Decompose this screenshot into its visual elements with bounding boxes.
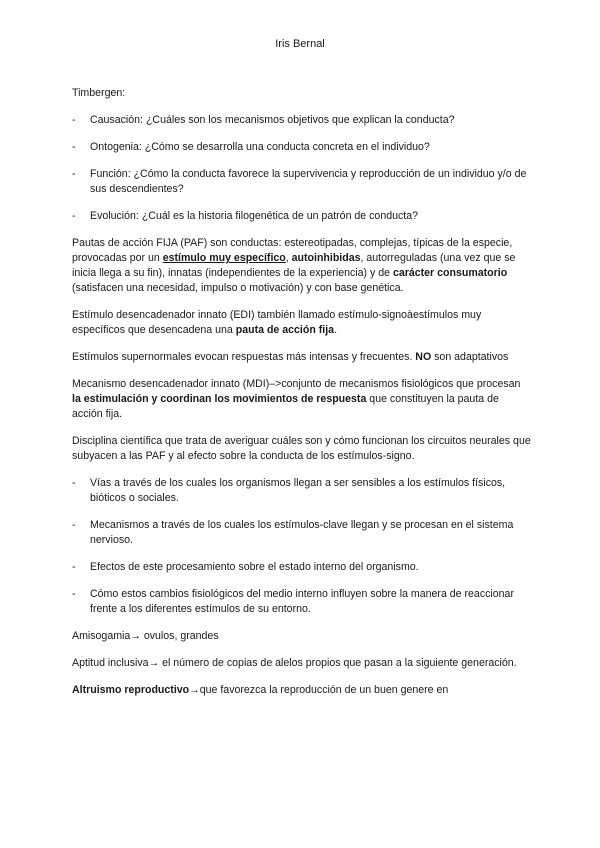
altruismo-bold: Altruismo reproductivo xyxy=(72,684,190,696)
supernormales-paragraph xyxy=(72,350,532,365)
list-item xyxy=(72,113,532,128)
list-item-text: Cómo estos cambios fisiológicos del medio interno influyen sobre la manera de reaccionar frente a los diferentes estímulos de su entorno. xyxy=(90,588,514,615)
list-item-text: Efectos de este procesamiento sobre el estado interno del organismo. xyxy=(90,561,419,573)
supernormales-text-1: Estímulos supernormales evocan respuestas más intensas y frecuentes. xyxy=(72,351,416,363)
edi-bold: pauta de acción fija xyxy=(235,324,335,336)
list-item xyxy=(72,209,532,224)
list-dash: - xyxy=(72,141,76,153)
list-item-text: Función: ¿Cómo la conducta favorece la supervivencia y reproducción de un individuo y/o de sus descendientes? xyxy=(90,168,527,195)
list-item xyxy=(72,476,532,506)
paf-paragraph xyxy=(72,236,532,296)
altruismo-text: →que favorezca la reproducción de un buen genere en xyxy=(189,684,449,696)
paf-text-2: , xyxy=(285,252,292,264)
altruismo-paragraph xyxy=(72,683,532,698)
paf-bold-estimulo: estímulo muy específico xyxy=(162,252,286,264)
supernormales-bold: NO xyxy=(415,351,432,363)
supernormales-text-2: son adaptativos xyxy=(431,351,509,363)
paf-text-1: Pautas de acción FIJA (PAF) son conductas: estereotipadas, complejas, típicas de la especie, provocadas por un xyxy=(72,237,513,264)
mdi-bold: la estimulación y coordinan los movimientos de respuesta xyxy=(72,393,367,405)
list-item-text: Mecanismos a través de los cuales los estímulos-clave llegan y se procesan en el sistema nervioso. xyxy=(90,519,514,546)
edi-text-1: Estímulo desencadenador innato (EDI) también llamado estímulo-signoàestímulos muy específicos que desencadena una xyxy=(72,309,482,336)
edi-paragraph xyxy=(72,308,532,338)
list-item xyxy=(72,560,532,575)
list-item xyxy=(72,140,532,155)
paf-text-4: (satisfacen una necesidad, impulso o motivación) y con base genética. xyxy=(72,282,404,294)
page-header-author: Iris Bernal xyxy=(275,38,325,50)
paf-bold-autoinhibidas: autoinhibidas xyxy=(291,252,361,264)
list-item xyxy=(72,167,532,197)
list-dash: - xyxy=(72,114,76,126)
list-dash: - xyxy=(72,477,76,489)
tinbergen-heading: Timbergen: xyxy=(72,87,126,99)
list-item-text: Causación: ¿Cuáles son los mecanismos objetivos que explican la conducta? xyxy=(90,114,455,126)
list-dash: - xyxy=(72,168,76,180)
edi-text-2: . xyxy=(334,324,338,336)
list-item xyxy=(72,518,532,548)
list-item-text: Vías a través de los cuales los organismos llegan a ser sensibles a los estímulos físicos, bióticos o sociales. xyxy=(90,477,506,504)
anisogamia-paragraph: Amisogamia→ ovulos, grandes xyxy=(72,630,219,642)
mdi-paragraph xyxy=(72,377,532,422)
document-body xyxy=(72,86,532,710)
list-dash: - xyxy=(72,519,76,531)
mdi-text-1: Mecanismo desencadenador innato (MDI)–>conjunto de mecanismos fisiológicos que procesan xyxy=(72,378,521,390)
list-dash: - xyxy=(72,561,76,573)
paf-bold-consumatorio: carácter consumatorio xyxy=(392,267,508,279)
list-item-text: Ontogenia: ¿Cómo se desarrolla una conducta concreta en el individuo? xyxy=(90,141,430,153)
mdi-text-2: que constituyen la pauta de acción fija. xyxy=(72,393,499,420)
list-item-text: Evolución: ¿Cuál es la historia filogenética de un patrón de conducta? xyxy=(90,210,419,222)
paf-text-3: , autorreguladas (una vez que se inicia llega a su fin), innatas (independientes de la experiencia) y de xyxy=(72,252,516,279)
disciplina-paragraph: Disciplina científica que trata de averiguar cuáles son y cómo funcionan los circuitos neurales que subyacen a las PAF y al efecto sobre la conducta de los estímulos-signo. xyxy=(72,435,531,462)
list-item xyxy=(72,587,532,617)
list-dash: - xyxy=(72,210,76,222)
aptitud-paragraph: Aptitud inclusiva→ el número de copias de alelos propios que pasan a la siguiente generación. xyxy=(72,657,517,669)
list-dash: - xyxy=(72,588,76,600)
